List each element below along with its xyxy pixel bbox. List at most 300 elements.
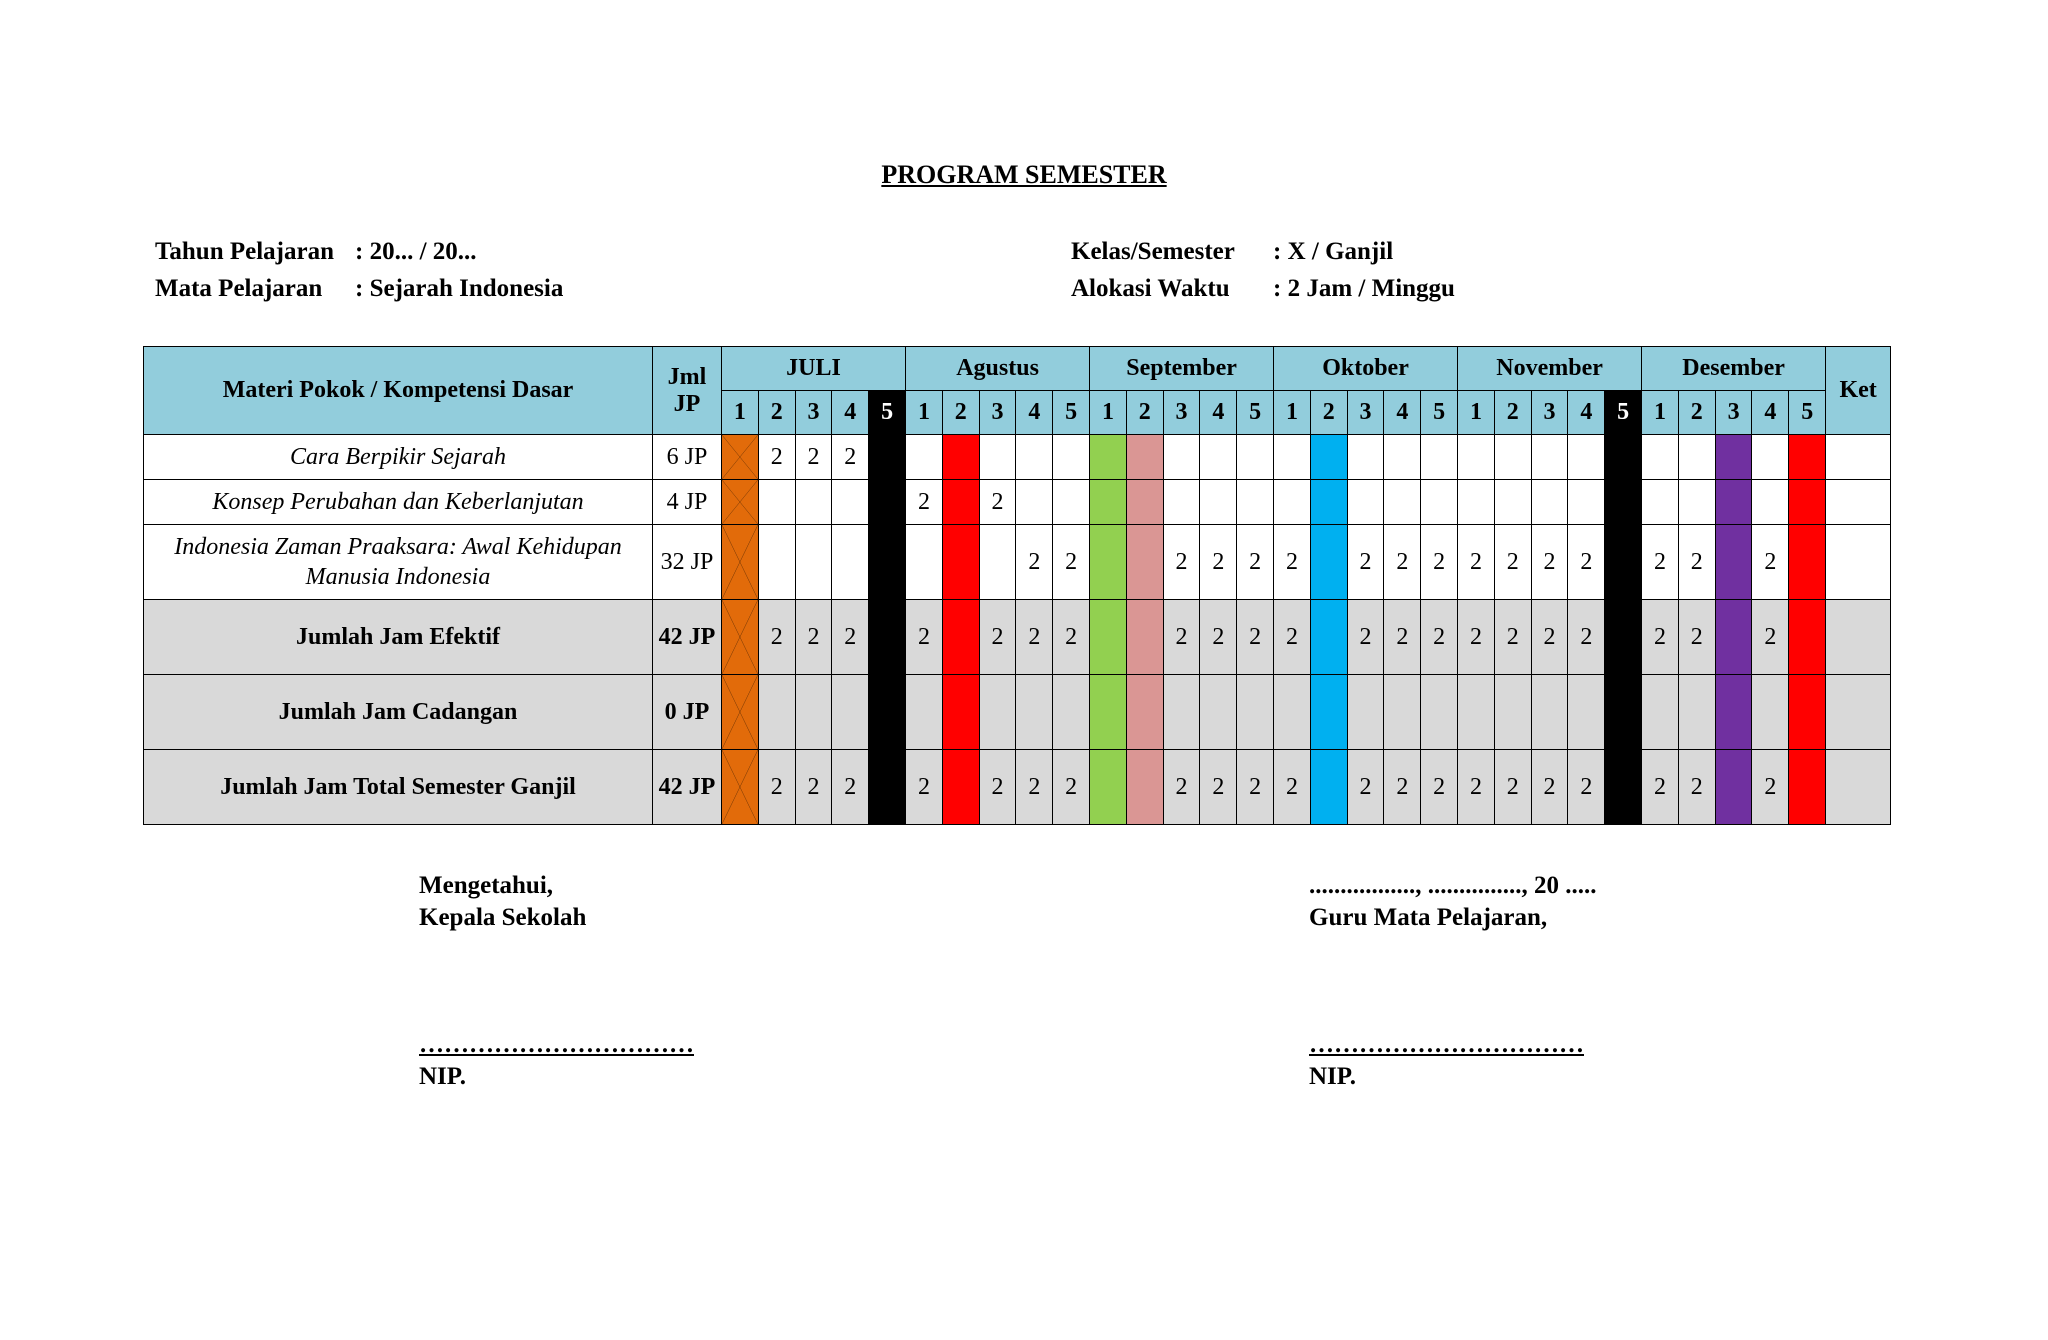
week-value: 2: [807, 443, 820, 470]
week-cell: [1016, 750, 1053, 825]
week-cell: [942, 435, 979, 480]
week-cell: [758, 675, 795, 750]
week-cell: [906, 750, 943, 825]
summary-label: Jumlah Jam Total Semester Ganjil: [144, 750, 653, 825]
week-cell: [1678, 750, 1715, 825]
week-header: 3: [1715, 391, 1752, 435]
week-cell: [832, 480, 869, 525]
ket-cell: [1826, 750, 1891, 825]
kelas-value: : X / Ganjil: [1273, 238, 1394, 265]
week-header: 5: [869, 391, 906, 435]
week-header: 2: [1126, 391, 1163, 435]
week-cell: [1605, 750, 1642, 825]
week-header: 4: [832, 391, 869, 435]
info-right: [1071, 233, 1455, 307]
cross-mark-icon: [722, 750, 758, 824]
week-cell: [979, 480, 1016, 525]
week-cell: [1605, 525, 1642, 600]
week-cell: [1274, 750, 1311, 825]
week-value: 2: [1396, 548, 1409, 575]
week-cell: [1384, 525, 1421, 600]
week-cell: [1126, 525, 1163, 600]
week-cell: [1494, 675, 1531, 750]
header-row-months: [144, 347, 1891, 391]
week-value: 2: [1764, 623, 1777, 650]
week-value: 2: [1433, 773, 1446, 800]
week-cell: [1715, 480, 1752, 525]
week-cell: [1200, 750, 1237, 825]
week-cell: [832, 435, 869, 480]
week-cell: [1274, 675, 1311, 750]
week-cell: [722, 675, 759, 750]
week-value: 2: [1543, 773, 1556, 800]
week-cell: [1642, 750, 1679, 825]
week-value: 2: [1469, 773, 1482, 800]
week-header: 1: [1090, 391, 1127, 435]
week-cell: [1678, 600, 1715, 675]
week-cell: [1531, 675, 1568, 750]
week-cell: [1458, 600, 1495, 675]
week-cell: [1789, 675, 1826, 750]
week-value: 2: [1580, 773, 1593, 800]
week-cell: [722, 480, 759, 525]
week-cell: [1678, 480, 1715, 525]
month-header-2: September: [1090, 347, 1274, 391]
ket-cell: [1826, 600, 1891, 675]
week-value: 2: [1249, 548, 1262, 575]
signature-principal-line1: Mengetahui,: [419, 872, 554, 899]
week-cell: [1090, 750, 1127, 825]
week-cell: [1789, 435, 1826, 480]
week-cell: [1200, 525, 1237, 600]
week-value: 2: [1433, 548, 1446, 575]
week-value: 2: [991, 623, 1004, 650]
week-cell: [1237, 480, 1274, 525]
week-value: 2: [1543, 548, 1556, 575]
week-cell: [1237, 435, 1274, 480]
week-cell: [1715, 525, 1752, 600]
week-value: 2: [1764, 773, 1777, 800]
week-cell: [1568, 675, 1605, 750]
week-cell: [1715, 435, 1752, 480]
week-cell: [942, 600, 979, 675]
week-cell: [722, 600, 759, 675]
week-value: 2: [991, 488, 1004, 515]
week-cell: [1200, 480, 1237, 525]
week-cell: [869, 435, 906, 480]
week-cell: [1200, 435, 1237, 480]
week-cell: [869, 675, 906, 750]
week-header: 4: [1016, 391, 1053, 435]
week-cell: [1126, 675, 1163, 750]
week-cell: [1016, 675, 1053, 750]
week-cell: [1163, 480, 1200, 525]
signature-teacher-dots: ……………………………: [1309, 1031, 1584, 1058]
week-cell: [1053, 525, 1090, 600]
week-cell: [832, 750, 869, 825]
week-cell: [1421, 525, 1458, 600]
week-cell: [1274, 435, 1311, 480]
jp-value: 32 JP: [653, 525, 722, 600]
week-value: 2: [917, 773, 930, 800]
week-cell: [942, 525, 979, 600]
week-cell: [1642, 675, 1679, 750]
header-materi: Materi Pokok / Kompetensi Dasar: [144, 347, 653, 435]
week-cell: [1421, 435, 1458, 480]
week-cell: [1347, 675, 1384, 750]
week-cell: [1053, 435, 1090, 480]
week-value: 2: [1028, 773, 1041, 800]
document-title: PROGRAM SEMESTER: [881, 160, 1167, 189]
week-cell: [1494, 435, 1531, 480]
jp-value: 6 JP: [653, 435, 722, 480]
week-cell: [1384, 750, 1421, 825]
week-cell: [1384, 675, 1421, 750]
week-cell: [1163, 525, 1200, 600]
week-cell: [1016, 480, 1053, 525]
week-cell: [1642, 525, 1679, 600]
signature-principal-dots: ……………………………: [419, 1031, 694, 1058]
week-cell: [758, 480, 795, 525]
week-value: 2: [844, 443, 857, 470]
week-cell: [1126, 480, 1163, 525]
week-cell: [1163, 750, 1200, 825]
week-header: 5: [1789, 391, 1826, 435]
week-cell: [1752, 675, 1789, 750]
week-cell: [1642, 600, 1679, 675]
week-cell: [1531, 435, 1568, 480]
week-value: 2: [1469, 548, 1482, 575]
week-cell: [1715, 600, 1752, 675]
ket-cell: [1826, 435, 1891, 480]
week-cell: [1642, 480, 1679, 525]
week-value: 2: [1285, 548, 1298, 575]
week-value: 2: [1175, 623, 1188, 650]
week-cell: [1347, 750, 1384, 825]
week-cell: [1274, 600, 1311, 675]
week-value: 2: [991, 773, 1004, 800]
week-value: 2: [1065, 773, 1078, 800]
week-cell: [1200, 675, 1237, 750]
week-cell: [832, 600, 869, 675]
week-cell: [1384, 480, 1421, 525]
week-cell: [1531, 600, 1568, 675]
week-cell: [1568, 750, 1605, 825]
week-cell: [1789, 750, 1826, 825]
week-cell: [1310, 525, 1347, 600]
alokasi-value: : 2 Jam / Minggu: [1273, 275, 1455, 302]
week-header: 1: [1642, 391, 1679, 435]
week-cell: [1347, 525, 1384, 600]
week-value: 2: [1506, 548, 1519, 575]
week-header: 5: [1421, 391, 1458, 435]
week-cell: [1458, 480, 1495, 525]
week-cell: [722, 525, 759, 600]
week-cell: [1347, 435, 1384, 480]
week-value: 2: [1249, 623, 1262, 650]
cross-mark-icon: [722, 435, 758, 479]
signature-teacher-line1: ................., ..............., 20 .....: [1309, 872, 1597, 899]
week-cell: [1384, 435, 1421, 480]
week-value: 2: [1175, 548, 1188, 575]
table-row: [144, 435, 1891, 480]
week-value: 2: [770, 773, 783, 800]
week-header: 4: [1568, 391, 1605, 435]
week-cell: [1053, 600, 1090, 675]
mapel-label: Mata Pelajaran: [155, 275, 323, 302]
week-cell: [1568, 600, 1605, 675]
week-value: 2: [807, 773, 820, 800]
week-cell: [1310, 480, 1347, 525]
week-value: 2: [1506, 773, 1519, 800]
week-cell: [832, 675, 869, 750]
week-value: 2: [1506, 623, 1519, 650]
week-cell: [1531, 480, 1568, 525]
table-row: [144, 525, 1891, 600]
week-cell: [1494, 525, 1531, 600]
week-cell: [1421, 600, 1458, 675]
week-value: 2: [1469, 623, 1482, 650]
week-value: 2: [1359, 623, 1372, 650]
week-header: 2: [1310, 391, 1347, 435]
week-cell: [1605, 600, 1642, 675]
week-cell: [979, 675, 1016, 750]
week-cell: [1421, 750, 1458, 825]
table-row: [144, 750, 1891, 825]
week-value: 2: [1285, 623, 1298, 650]
week-value: 2: [1690, 623, 1703, 650]
week-cell: [942, 675, 979, 750]
week-cell: [1752, 435, 1789, 480]
tahun-label: Tahun Pelajaran: [155, 238, 334, 265]
week-cell: [1090, 675, 1127, 750]
week-cell: [1715, 750, 1752, 825]
week-cell: [906, 435, 943, 480]
week-header: 3: [979, 391, 1016, 435]
week-cell: [1163, 675, 1200, 750]
jp-value: 42 JP: [653, 750, 722, 825]
week-cell: [1274, 480, 1311, 525]
week-cell: [979, 600, 1016, 675]
week-cell: [1237, 525, 1274, 600]
week-cell: [795, 750, 832, 825]
week-cell: [1494, 600, 1531, 675]
week-cell: [795, 600, 832, 675]
cross-mark-icon: [722, 525, 758, 599]
table-row: [144, 480, 1891, 525]
week-value: 2: [1212, 548, 1225, 575]
week-cell: [979, 525, 1016, 600]
week-cell: [1090, 435, 1127, 480]
header-jml-jp: Jml JP: [653, 347, 722, 435]
week-value: 2: [1396, 623, 1409, 650]
week-value: 2: [1175, 773, 1188, 800]
week-cell: [869, 750, 906, 825]
week-cell: [1605, 675, 1642, 750]
week-value: 2: [770, 443, 783, 470]
week-cell: [1126, 435, 1163, 480]
cross-mark-icon: [722, 600, 758, 674]
week-cell: [1053, 750, 1090, 825]
week-cell: [1310, 675, 1347, 750]
week-cell: [1200, 600, 1237, 675]
week-cell: [1458, 525, 1495, 600]
week-cell: [1531, 525, 1568, 600]
week-header: 4: [1752, 391, 1789, 435]
week-cell: [1237, 750, 1274, 825]
mapel-value: : Sejarah Indonesia: [355, 275, 564, 302]
week-header: 3: [795, 391, 832, 435]
month-header-5: Desember: [1642, 347, 1826, 391]
week-value: 2: [844, 623, 857, 650]
week-header: 4: [1384, 391, 1421, 435]
week-header: 2: [1678, 391, 1715, 435]
week-value: 2: [1433, 623, 1446, 650]
week-cell: [1752, 525, 1789, 600]
week-header: 2: [758, 391, 795, 435]
week-cell: [906, 480, 943, 525]
week-cell: [1016, 525, 1053, 600]
info-left: [155, 233, 563, 307]
month-header-1: Agustus: [906, 347, 1090, 391]
week-cell: [722, 750, 759, 825]
week-value: 2: [917, 488, 930, 515]
week-value: 2: [1580, 623, 1593, 650]
week-header: 1: [722, 391, 759, 435]
week-value: 2: [1690, 773, 1703, 800]
week-value: 2: [770, 623, 783, 650]
week-header: 5: [1053, 391, 1090, 435]
week-value: 2: [1543, 623, 1556, 650]
week-value: 2: [1028, 548, 1041, 575]
week-header: 2: [942, 391, 979, 435]
week-cell: [1237, 600, 1274, 675]
week-header: 3: [1163, 391, 1200, 435]
week-value: 2: [1359, 773, 1372, 800]
tahun-value: : 20... / 20...: [355, 238, 477, 265]
week-cell: [758, 435, 795, 480]
kelas-label: Kelas/Semester: [1071, 238, 1235, 265]
week-cell: [1126, 600, 1163, 675]
week-cell: [1274, 525, 1311, 600]
week-cell: [722, 435, 759, 480]
week-cell: [1421, 480, 1458, 525]
week-value: 2: [1065, 548, 1078, 575]
week-cell: [795, 435, 832, 480]
week-header: 2: [1494, 391, 1531, 435]
week-cell: [1494, 750, 1531, 825]
month-header-4: November: [1458, 347, 1642, 391]
week-cell: [795, 480, 832, 525]
schedule-table: [143, 346, 1891, 825]
week-value: 2: [1764, 548, 1777, 575]
week-cell: [906, 525, 943, 600]
week-cell: [1053, 480, 1090, 525]
signature-principal: [419, 870, 694, 1093]
week-value: 2: [844, 773, 857, 800]
week-cell: [1568, 435, 1605, 480]
signature-teacher-line2: Guru Mata Pelajaran,: [1309, 904, 1548, 931]
week-cell: [942, 480, 979, 525]
week-value: 2: [1212, 623, 1225, 650]
week-cell: [1752, 480, 1789, 525]
month-header-3: Oktober: [1274, 347, 1458, 391]
week-cell: [795, 525, 832, 600]
week-cell: [1605, 435, 1642, 480]
week-cell: [832, 525, 869, 600]
week-cell: [1642, 435, 1679, 480]
week-cell: [1568, 525, 1605, 600]
week-cell: [1163, 600, 1200, 675]
week-cell: [1237, 675, 1274, 750]
week-cell: [979, 750, 1016, 825]
week-cell: [1789, 600, 1826, 675]
week-cell: [1458, 675, 1495, 750]
week-cell: [1789, 525, 1826, 600]
jp-value: 4 JP: [653, 480, 722, 525]
week-cell: [1568, 480, 1605, 525]
week-cell: [1752, 600, 1789, 675]
ket-cell: [1826, 525, 1891, 600]
week-cell: [758, 750, 795, 825]
week-value: 2: [1249, 773, 1262, 800]
week-value: 2: [1212, 773, 1225, 800]
week-cell: [1678, 675, 1715, 750]
week-header: 1: [906, 391, 943, 435]
week-value: 2: [1065, 623, 1078, 650]
week-header: 3: [1531, 391, 1568, 435]
week-cell: [1531, 750, 1568, 825]
table-row: [144, 675, 1891, 750]
summary-label: Jumlah Jam Efektif: [144, 600, 653, 675]
week-value: 2: [1653, 773, 1666, 800]
week-header: 1: [1274, 391, 1311, 435]
week-header: 1: [1458, 391, 1495, 435]
header-ket: Ket: [1826, 347, 1891, 435]
week-cell: [758, 525, 795, 600]
week-cell: [869, 600, 906, 675]
materi-label: Konsep Perubahan dan Keberlanjutan: [144, 480, 653, 525]
signature-principal-line2: Kepala Sekolah: [419, 904, 587, 931]
week-header: 3: [1347, 391, 1384, 435]
week-cell: [1347, 600, 1384, 675]
week-cell: [1090, 480, 1127, 525]
week-value: 2: [1359, 548, 1372, 575]
week-value: 2: [917, 623, 930, 650]
week-cell: [906, 675, 943, 750]
jp-value: 42 JP: [653, 600, 722, 675]
cross-mark-icon: [722, 480, 758, 524]
week-cell: [1494, 480, 1531, 525]
week-value: 2: [1690, 548, 1703, 575]
week-cell: [869, 480, 906, 525]
summary-label: Jumlah Jam Cadangan: [144, 675, 653, 750]
week-cell: [979, 435, 1016, 480]
week-value: 2: [1653, 623, 1666, 650]
week-cell: [1678, 435, 1715, 480]
week-cell: [1090, 525, 1127, 600]
week-value: 2: [1028, 623, 1041, 650]
week-cell: [1458, 435, 1495, 480]
ket-cell: [1826, 675, 1891, 750]
week-cell: [1752, 750, 1789, 825]
week-cell: [1310, 435, 1347, 480]
week-cell: [1016, 600, 1053, 675]
week-cell: [1384, 600, 1421, 675]
week-cell: [1458, 750, 1495, 825]
week-cell: [758, 600, 795, 675]
signature-teacher: [1309, 870, 1597, 1093]
